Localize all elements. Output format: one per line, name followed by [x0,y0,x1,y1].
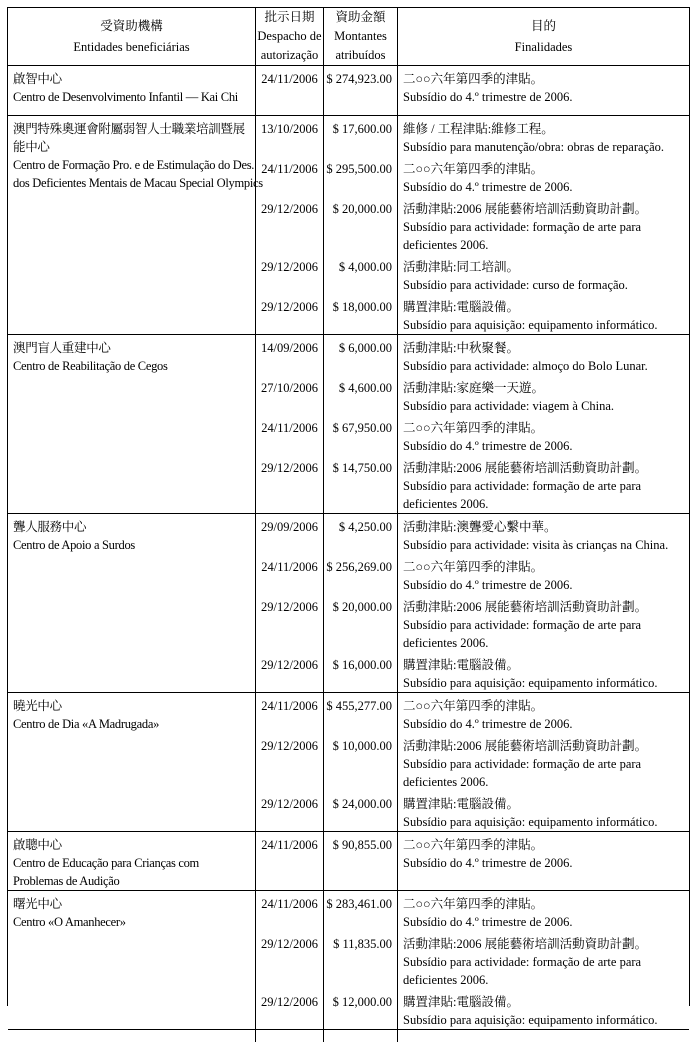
subsidy-entry [256,294,689,334]
authorization-date-cell: 29/09/2006 [256,514,324,554]
header-date-pt-line2: autorização [260,48,319,62]
purpose-cell [398,652,689,692]
table-row [8,693,689,832]
purpose-line: 二○○六年第四季的津貼。 [403,838,544,852]
entity-name-line: 曉光中心 [13,699,62,713]
amount-cell: $ 6,000.00 [324,335,398,375]
entity-name-line: Centro de Educação para Crianças com [13,856,199,870]
authorization-date-cell: 24/11/2006 [256,693,324,733]
authorization-date-cell: 29/12/2006 [256,254,324,294]
purpose-line: Subsídio do 4.º trimestre de 2006. [403,578,573,592]
row-entries [256,891,689,1029]
purpose-cell [398,294,689,334]
purpose-cell [398,832,689,890]
amount-cell: $ 16,000.00 [324,652,398,692]
authorization-date-cell: 24/11/2006 [256,156,324,196]
header-entities-pt: Entidades beneficiárias [73,39,190,54]
subsidy-entry [256,891,689,931]
subsidy-entry [256,335,689,375]
purpose-line: Subsídio para actividade: formação de arte para [403,618,642,632]
entity-name-cell [8,891,256,1029]
table-row [8,832,689,891]
row-entries [256,116,689,334]
amount-cell: $ 295,500.00 [324,156,398,196]
purpose-cell [398,335,689,375]
purpose-line: 購置津貼:電腦設備。 [403,995,519,1009]
purpose-cell [398,791,689,831]
purpose-line: 二○○六年第四季的津貼。 [403,72,544,86]
stub-entities-cell [8,1030,256,1042]
purpose-line: Subsídio do 4.º trimestre de 2006. [403,915,573,929]
authorization-date-cell: 27/10/2006 [256,375,324,415]
purpose-line: Subsídio do 4.º trimestre de 2006. [403,856,573,870]
amount-cell: $ 455,277.00 [324,693,398,733]
subsidy-entry [256,375,689,415]
stub-date-cell [256,1030,324,1042]
table-row [8,116,689,335]
purpose-line: 活動津貼:2006 展能藝術培訓活動資助計劃。 [403,600,648,614]
amount-cell: $ 4,600.00 [324,375,398,415]
table-row [8,514,689,693]
stub-amount-cell [324,1030,398,1042]
purpose-line: 二○○六年第四季的津貼。 [403,897,544,911]
purpose-line: 購置津貼:電腦設備。 [403,300,519,314]
entity-name-line: 啟智中心 [13,72,62,86]
authorization-date-cell: 29/12/2006 [256,594,324,652]
amount-cell: $ 11,835.00 [324,931,398,989]
authorization-date-cell: 29/12/2006 [256,455,324,513]
purpose-line: Subsídio para actividade: formação de arte para [403,757,642,771]
amount-cell: $ 4,250.00 [324,514,398,554]
purpose-line: 維修 / 工程津貼:維修工程。 [403,122,554,136]
stub-purpose-cell [398,1030,689,1042]
purpose-cell [398,156,689,196]
purpose-line: 購置津貼:電腦設備。 [403,658,519,672]
header-purpose-zh: 目的 [530,18,556,33]
purpose-line: deficientes 2006. [403,636,489,650]
subsidy-entry [256,832,689,890]
subsidy-entry [256,254,689,294]
amount-cell: $ 24,000.00 [324,791,398,831]
amount-cell: $ 12,000.00 [324,989,398,1029]
table-row [8,891,689,1030]
purpose-cell [398,733,689,791]
purpose-cell [398,693,689,733]
authorization-date-cell: 13/10/2006 [256,116,324,156]
purpose-line: Subsídio para actividade: formação de arte para [403,479,642,493]
purpose-cell [398,891,689,931]
table-body [8,66,689,1030]
amount-cell: $ 274,923.00 [324,66,398,115]
purpose-line: Subsídio para aquisição: equipamento informático. [403,1013,658,1027]
header-date-pt-line1: Despacho de [257,29,322,43]
purpose-line: Subsídio para actividade: formação de arte para [403,220,642,234]
entity-name-cell [8,66,256,115]
entity-name-line: 啟聰中心 [13,838,62,852]
header-date-column [256,8,324,65]
subsidy-entry [256,733,689,791]
entity-name-line: Centro de Apoio a Surdos [13,538,135,552]
entity-name-line: 能中心 [13,140,50,154]
row-entries [256,514,689,692]
authorization-date-cell: 24/11/2006 [256,66,324,115]
header-date-zh: 批示日期 [264,10,315,24]
purpose-line: 活動津貼:中秋聚餐。 [403,341,519,355]
purpose-line: 活動津貼:2006 展能藝術培訓活動資助計劃。 [403,461,648,475]
header-entities-column [8,8,256,65]
purpose-line: 活動津貼:2006 展能藝術培訓活動資助計劃。 [403,739,648,753]
purpose-cell [398,375,689,415]
entity-name-line: Centro de Dia «A Madrugada» [13,717,160,731]
authorization-date-cell: 24/11/2006 [256,832,324,890]
authorization-date-cell: 29/12/2006 [256,294,324,334]
table-header [8,8,689,66]
purpose-cell [398,514,689,554]
header-amount-column [324,8,398,65]
purpose-line: Subsídio do 4.º trimestre de 2006. [403,439,573,453]
amount-cell: $ 4,000.00 [324,254,398,294]
subsidy-entry [256,693,689,733]
entity-name-line: Problemas de Audição [13,874,120,888]
header-amount-pt-line2: atribuídos [335,48,386,62]
purpose-line: 活動津貼:同工培訓。 [403,260,519,274]
purpose-cell [398,594,689,652]
entity-name-cell [8,116,263,334]
purpose-cell [398,196,689,254]
entity-name-cell [8,335,256,513]
purpose-line: deficientes 2006. [403,238,489,252]
row-entries [256,832,689,890]
authorization-date-cell: 24/11/2006 [256,415,324,455]
amount-cell: $ 20,000.00 [324,594,398,652]
purpose-line: 購置津貼:電腦設備。 [403,797,519,811]
purpose-cell [398,116,689,156]
amount-cell: $ 283,461.00 [324,891,398,931]
subsidy-entry [256,415,689,455]
subsidy-entry [256,931,689,989]
header-purpose-column [398,8,689,65]
purpose-line: Subsídio para actividade: viagem à China. [403,399,615,413]
entity-name-cell [8,514,256,692]
subsidy-entry [256,652,689,692]
header-entities-zh: 受資助機構 [100,18,163,33]
authorization-date-cell: 29/12/2006 [256,791,324,831]
purpose-line: Subsídio do 4.º trimestre de 2006. [403,717,573,731]
purpose-cell [398,66,689,115]
purpose-line: 二○○六年第四季的津貼。 [403,421,544,435]
authorization-date-cell: 29/12/2006 [256,733,324,791]
authorization-date-cell: 24/11/2006 [256,554,324,594]
amount-cell: $ 14,750.00 [324,455,398,513]
header-amount-zh: 資助金額 [335,10,386,24]
row-entries [256,66,689,115]
subsidy-entry [256,989,689,1029]
subsidy-entry [256,66,689,115]
purpose-line: deficientes 2006. [403,775,489,789]
purpose-line: Subsídio do 4.º trimestre de 2006. [403,90,573,104]
purpose-line: 活動津貼:家庭樂一天遊。 [403,381,544,395]
amount-cell: $ 256,269.00 [324,554,398,594]
purpose-line: deficientes 2006. [403,973,489,987]
subsidy-entry [256,514,689,554]
entity-name-line: 聾人服務中心 [13,520,87,534]
table-row [8,66,689,116]
purpose-line: Subsídio para actividade: formação de arte para [403,955,642,969]
subsidy-entry [256,116,689,156]
table-continuation-stub [8,1030,689,1042]
purpose-line: Subsídio para aquisição: equipamento informático. [403,676,658,690]
entity-name-line: 澳門特殊奧運會附屬弱智人士職業培訓暨展 [13,122,245,136]
amount-cell: $ 10,000.00 [324,733,398,791]
entity-name-line: Centro de Desenvolvimento Infantil — Kai Chi [13,90,238,104]
entity-name-line: Centro de Formação Pro. e de Estimulação do Des. [13,158,255,172]
authorization-date-cell: 29/12/2006 [256,652,324,692]
authorization-date-cell: 29/12/2006 [256,989,324,1029]
purpose-line: 活動津貼:澳聾愛心繫中華。 [403,520,557,534]
amount-cell: $ 17,600.00 [324,116,398,156]
purpose-line: 二○○六年第四季的津貼。 [403,699,544,713]
entity-name-line: 澳門盲人重建中心 [13,341,111,355]
authorization-date-cell: 29/12/2006 [256,196,324,254]
purpose-line: Subsídio para aquisição: equipamento informático. [403,318,658,332]
purpose-cell [398,455,689,513]
purpose-line: 活動津貼:2006 展能藝術培訓活動資助計劃。 [403,202,648,216]
subsidy-entry [256,791,689,831]
entity-name-line: Centro «O Amanhecer» [13,915,126,929]
authorization-date-cell: 14/09/2006 [256,335,324,375]
purpose-cell [398,415,689,455]
amount-cell: $ 18,000.00 [324,294,398,334]
purpose-line: deficientes 2006. [403,497,489,511]
subsidy-entry [256,594,689,652]
purpose-line: 活動津貼:2006 展能藝術培訓活動資助計劃。 [403,937,648,951]
row-entries [256,335,689,513]
subsidy-entry [256,455,689,513]
entity-name-cell [8,693,256,831]
table-row [8,335,689,514]
authorization-date-cell: 29/12/2006 [256,931,324,989]
entity-name-line: Centro de Reabilitação de Cegos [13,359,168,373]
subsidy-entry [256,196,689,254]
amount-cell: $ 20,000.00 [324,196,398,254]
authorization-date-cell: 24/11/2006 [256,891,324,931]
purpose-line: Subsídio para actividade: curso de formação. [403,278,628,292]
entity-name-line: 曙光中心 [13,897,62,911]
subsidy-entry [256,554,689,594]
purpose-cell [398,989,689,1029]
purpose-line: 二○○六年第四季的津貼。 [403,560,544,574]
purpose-cell [398,931,689,989]
amount-cell: $ 90,855.00 [324,832,398,890]
purpose-line: Subsídio para actividade: almoço do Bolo Lunar. [403,359,648,373]
header-purpose-pt: Finalidades [514,39,573,54]
purpose-line: Subsídio para aquisição: equipamento informático. [403,815,658,829]
entity-name-cell [8,832,256,890]
purpose-line: 二○○六年第四季的津貼。 [403,162,544,176]
header-amount-pt-line1: Montantes [334,29,387,43]
row-entries [256,693,689,831]
subsidy-entry [256,156,689,196]
purpose-cell [398,254,689,294]
purpose-line: Subsídio do 4.º trimestre de 2006. [403,180,573,194]
purpose-cell [398,554,689,594]
purpose-line: Subsídio para manutenção/obra: obras de reparação. [403,140,665,154]
subsidy-table [7,7,690,1027]
purpose-line: Subsídio para actividade: visita às crianças na China. [403,538,669,552]
amount-cell: $ 67,950.00 [324,415,398,455]
entity-name-line: dos Deficientes Mentais de Macau Special Olympics [13,176,263,190]
